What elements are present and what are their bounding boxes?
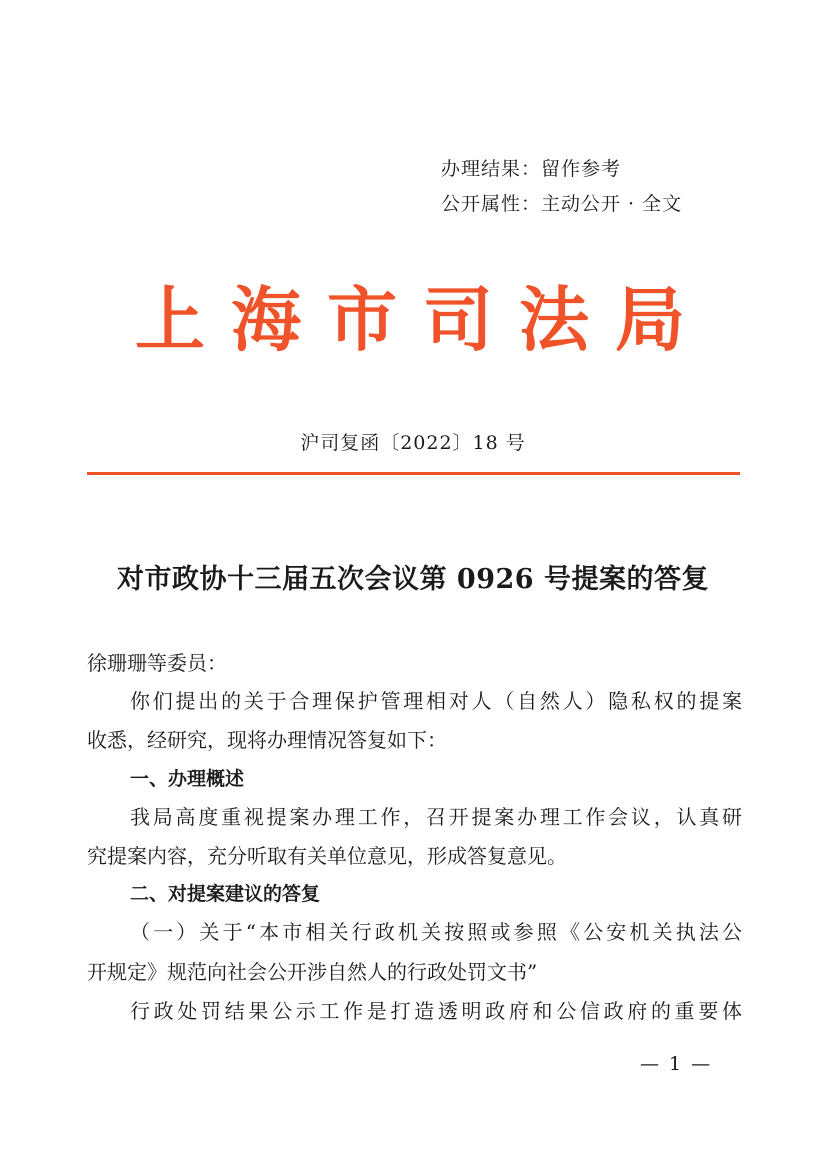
agency-masthead: 上海市司法局 <box>135 278 711 361</box>
red-divider <box>87 472 740 475</box>
section1-paragraph-line-2: 究提案内容，充分听取有关单位意见，形成答复意见。 <box>87 844 567 868</box>
page-number: — 1 — <box>640 1053 713 1075</box>
intro-paragraph-line-2: 收悉，经研究，现将办理情况答复如下： <box>87 728 447 752</box>
section-heading-2: 二、对提案建议的答复 <box>130 883 321 905</box>
section-heading-1: 一、办理概述 <box>130 768 245 790</box>
document-title: 对市政协十三届五次会议第 0926 号提案的答复 <box>117 564 709 595</box>
subsection-1-line-1: （一）关于“本市相关行政机关按照或参照《公安机关执法公 <box>130 920 742 944</box>
document-number: 沪司复函〔2022〕18 号 <box>300 432 526 454</box>
subsection-1-line-2: 开规定》规范向社会公开涉自然人的行政处罚文书” <box>87 960 538 984</box>
handling-result: 办理结果：留作参考 <box>441 158 622 180</box>
section1-paragraph-line-1: 我局高度重视提案办理工作，召开提案办理工作会议，认真研 <box>130 805 742 829</box>
salutation: 徐珊珊等委员： <box>87 651 227 675</box>
disclosure-attribute: 公开属性：主动公开 · 全文 <box>441 193 683 215</box>
intro-paragraph-line-1: 你们提出的关于合理保护管理相对人（自然人）隐私权的提案 <box>130 689 742 713</box>
body-paragraph-line: 行政处罚结果公示工作是打造透明政府和公信政府的重要体 <box>130 999 742 1023</box>
